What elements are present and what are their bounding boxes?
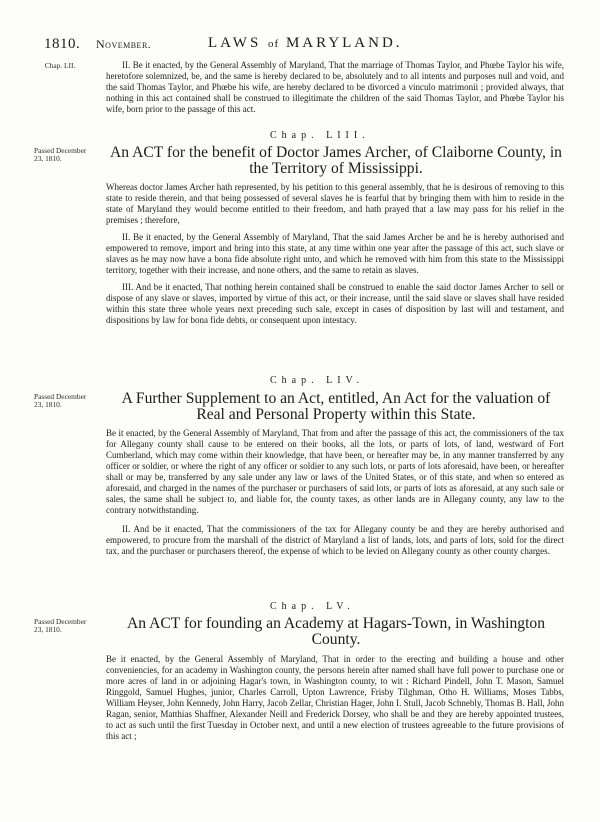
chap55-section	[106, 654, 564, 742]
margin-note-chap52: Chap. LII.	[44, 61, 76, 70]
chap52-paragraph: II. Be it enacted, by the General Assembly of Maryland, That the marriage of Thomas Taylor, and Phœbe Taylor his wife, heretofore solemnized, be, and the same is hereby declared to be, absolutely and to all intents and purposes null and void, and the said Thomas Taylor, and Phœbe his wife, are hereby declared to be divorced a vinculo matrimonii ; provided always, that nothing in this act contained shall be construed to illegitimate the children of the said Thomas Taylor, and Phœbe Taylor his wife, born prior to the passage of this act.	[106, 60, 564, 114]
chap53-section	[106, 182, 564, 326]
margin-note-chap53: Passed December 23, 1810.	[34, 146, 87, 163]
chap54-section-2: II. And be it enacted, That the commissioners of the tax for Allegany county be and they are hereby authorised and empowered, to procure from the marshall of the district of Maryland a list of lands, lots, and parts of lots, sold for the direct tax, and the purchaser or purchasers thereof, the expense of which to be levied on Allegany county as other county charges.	[106, 524, 564, 556]
header-title-of: of	[268, 38, 280, 50]
chap54-heading: Chap. LIV.	[270, 375, 364, 386]
chap53-title: An ACT for the benefit of Doctor James Archer, of Claiborne County, in the Territory of Mississippi.	[110, 144, 562, 177]
header-month: November.	[96, 37, 152, 51]
chap53-section-2: II. Be it enacted, by the General Assembly of Maryland, That the said James Archer be and he is hereby authorised and empowered to remove, import and bring into this state, at any time within one year after the passage of this act, such slave or slaves as he may now have a bona fide absolute right unto, and which he removed with him from this state to the Mississippi territory, together with their increase, and none others, and the same to retain as slaves.	[106, 232, 564, 275]
margin-note-chap55: Passed December 23, 1810.	[34, 617, 87, 634]
header-title	[208, 35, 403, 52]
chap52-section	[106, 60, 564, 115]
chap54-section	[106, 428, 564, 557]
chap54-title: A Further Supplement to an Act, entitled, An Act for the valuation of Real and Personal Property within this State.	[121, 390, 551, 423]
chap55-section-1: Be it enacted, by the General Assembly of Maryland, That in order to the erecting and building a house and other conveniencies, for an academy in Washington county, the persons herein after named shall have full power to purchase one or more acres of land in or adjoining Hagar's town, in Washington county, to wit : Richard Pindell, John T. Mason, Samuel Ringgold, Samuel Hughes, junior, Charles Carroll, Upton Lawrence, Frisby Tilghman, Otho H. Williams, Moses Tabbs, William Heyser, John Kennedy, John Harry, Jacob Zellar, Christian Hager, John I. Stull, Jacob Schnebly, Thomas B. Hall, John Ragan, senior, Matthias Shaffner, Alexander Neill and Frederick Dorsey, who shall be and they are hereby appointed trustees, to act as such until the first Tuesday in October next, and until a new election of trustees agreeable to the future provisions of this act ;	[106, 654, 564, 741]
chap54-section-1: Be it enacted, by the General Assembly of Maryland, That from and after the passage of this act, the commissioners of the tax for Allegany county shall cause to be entered on their books, all the lots, or parts of lots, of land, westward of Fort Cumberland, which may come within their knowledge, that have been, or hereafter may be, in any manner transferred by any officer or soldier, or where the right of any officer or soldier to any such lots, or parts of lots aforesaid, have been, or hereafter shall or may be, transferred by any sale under any law or laws of the United States, or of this state, and when so entered as aforesaid, and charged in the names of the purchaser or purchasers of said lots, or parts of lots as aforesaid, at any such sale or sales, the same shall be subject to, and liable for, the county taxes, as other lands are in Allegany county, any law to the contrary notwithstanding.	[106, 428, 564, 515]
margin-note-chap54: Passed December 23, 1810.	[34, 392, 87, 409]
header-title-laws: LAWS	[208, 35, 262, 51]
chap53-section-3: III. And be it enacted, That nothing herein contained shall be construed to enable the said doctor James Archer to sell or dispose of any slave or slaves, imported by virtue of this act, or their increase, until the said slave or slaves shall have resided within this state three whole years next preceding such sale, except in cases of disposition by last will and testament, and dispositions by law for bona fide debts, or consequent upon intestacy.	[106, 282, 564, 325]
chap55-heading: Chap. LV.	[270, 601, 355, 612]
chap55-title: An ACT for founding an Academy at Hagars-Town, in Washington County.	[126, 615, 546, 648]
header-title-state: MARYLAND.	[285, 35, 403, 51]
header-year: 1810.	[44, 36, 81, 52]
chap53-preamble: Whereas doctor James Archer hath represented, by his petition to this general assembly, that he is desirous of removing to this state to reside therein, and that being possessed of several slaves he is fearful that by bringing them with him to reside in the state of Maryland they would become entitled to their freedom, and hath prayed that a law may pass for his relief in the premises ; therefore,	[106, 182, 564, 225]
chap53-heading: Chap. LIII.	[270, 130, 370, 141]
